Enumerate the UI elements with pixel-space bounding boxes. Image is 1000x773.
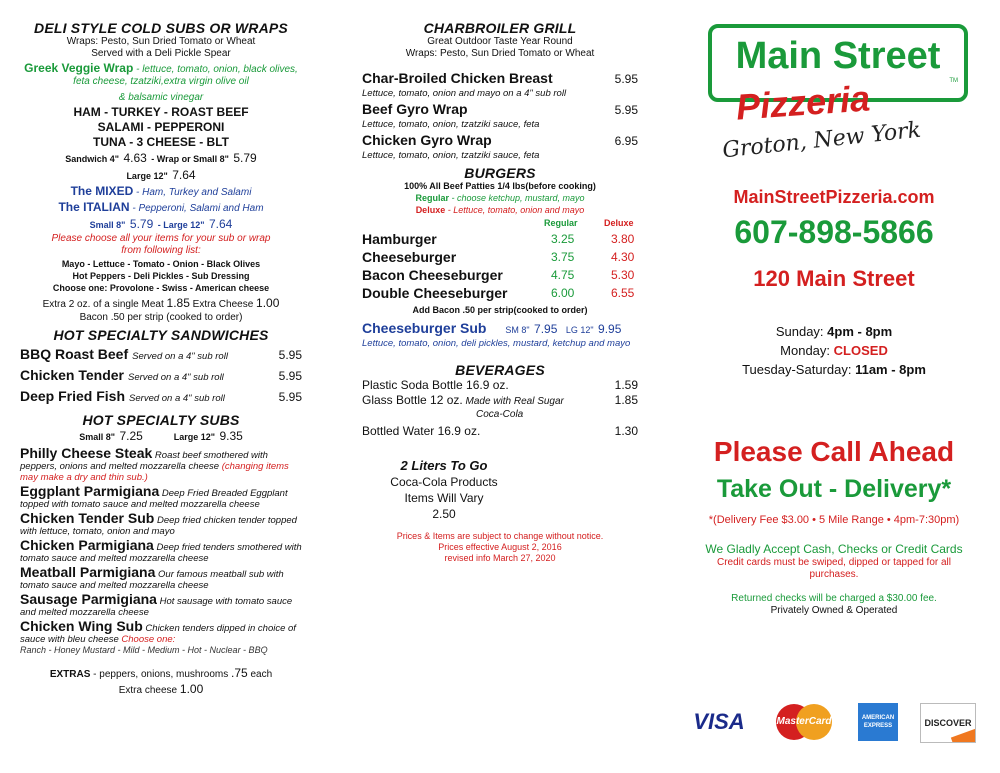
- deli-extras: [20, 296, 302, 312]
- hot-sub-desc: Deep fried tenders smothered with tomato sauce and melted mozzarella cheese: [20, 542, 302, 564]
- street-address: 120 Main Street: [753, 266, 915, 291]
- price-wrap: 5.79: [233, 151, 257, 165]
- deli-title: DELI STYLE COLD SUBS OR WRAPS: [34, 20, 288, 36]
- extras-price: .75: [231, 666, 248, 680]
- notice-line-1: Prices & Items are subject to change without notice.: [396, 531, 604, 541]
- hot-sub-item: [20, 618, 302, 645]
- burger-name: Cheeseburger: [362, 249, 457, 265]
- italian-large-price: 7.64: [208, 217, 233, 231]
- hot-subs-sizes: [20, 428, 302, 445]
- burger-deluxe-price: 4.30: [611, 250, 635, 264]
- hot-sub-name: Philly Cheese Steak: [20, 445, 153, 461]
- phone-number[interactable]: 607-898-5866: [734, 214, 934, 250]
- hot-sandwich-price: 5.95: [278, 390, 302, 404]
- extra-cheese-label: Extra Cheese: [192, 299, 254, 310]
- extra-cheese-price: 1.00: [256, 296, 280, 310]
- hot-sandwich-name: BBQ Roast Beef: [20, 346, 129, 362]
- hot-sub-note: (changing items may make a dry and thin sub.): [20, 461, 289, 483]
- deluxe-label: Deluxe: [415, 205, 446, 215]
- grill-item: [362, 70, 638, 99]
- hot-sandwich-row: [20, 387, 302, 408]
- cc-note: Credit cards must be swiped, dipped or tapped for all purchases.: [716, 557, 951, 580]
- mastercard-icon: [772, 703, 836, 741]
- hot-sub-name: Meatball Parmigiana: [20, 564, 156, 580]
- regular-desc: - choose ketchup, mustard, mayo: [448, 193, 585, 203]
- cheeseburger-sub: [362, 320, 638, 338]
- grill-desc: Lettuce, tomato, onion, tzatziki sauce, feta: [362, 150, 540, 161]
- grill-item: [362, 101, 638, 130]
- col-regular: Regular: [544, 218, 578, 228]
- burger-row: [362, 284, 638, 302]
- deli-size-large: [20, 167, 302, 184]
- sunday-label: Sunday:: [775, 324, 824, 339]
- hot-sub-desc: Hot sausage with tomato sauce and melted mozzarella cheese: [20, 596, 293, 618]
- two-liters-title: 2 Liters To Go: [400, 458, 488, 473]
- hot-sandwich-desc: Served on a 4" sub roll: [128, 372, 224, 383]
- burger-row: [362, 248, 638, 266]
- delivery-note: *(Delivery Fee $3.00 • 5 Mile Range • 4pm-7:30pm): [708, 514, 960, 526]
- hot-sub-name: Sausage Parmigiana: [20, 591, 157, 607]
- website-link[interactable]: MainStreetPizzeria.com: [733, 187, 935, 207]
- size-wrap: - Wrap or Small 8": [151, 154, 229, 164]
- italian-name: The ITALIAN: [58, 200, 130, 214]
- hot-sandwich-price: 5.95: [278, 348, 302, 362]
- hours-tue-sat: [688, 360, 980, 379]
- payment-cards: [688, 703, 976, 743]
- beverage-row: [362, 393, 638, 409]
- monday-label: Monday:: [780, 343, 831, 358]
- hot-sub-desc: Roast beef smothered with peppers, onions and melted mozzarella cheese: [20, 450, 268, 472]
- choose-line-2: from following list:: [121, 245, 201, 256]
- beverage-name: Plastic Soda Bottle 16.9 oz.: [362, 378, 509, 392]
- grill-price: 5.95: [614, 72, 638, 86]
- grill-row: [362, 132, 638, 150]
- choose-line-1: Please choose all your items for your sub or wrap: [51, 233, 271, 244]
- hot-sandwich-item: [20, 366, 224, 387]
- hot-sub-item: [20, 591, 302, 618]
- cheeseburger-sub-name: Cheeseburger Sub: [362, 320, 487, 336]
- grill-row: [362, 101, 638, 119]
- beverage-price: 1.59: [614, 378, 638, 392]
- burger-row: [362, 230, 638, 248]
- regular-label: Regular: [415, 193, 449, 203]
- extras-text: - peppers, onions, mushrooms: [90, 669, 232, 680]
- burger-bacon: Add Bacon .50 per strip(cooked to order): [412, 305, 588, 315]
- hot-subs-small-price: 7.25: [119, 429, 143, 443]
- hot-sub-name: Chicken Tender Sub: [20, 510, 155, 526]
- mastercard-label: MasterCard: [776, 716, 832, 727]
- burger-col-headers: [362, 216, 638, 230]
- burger-row: [362, 266, 638, 284]
- hot-subs-section: [20, 412, 302, 698]
- hot-sub-item: [20, 510, 302, 537]
- hot-sandwiches-title: HOT SPECIALTY SANDWICHES: [53, 327, 269, 343]
- hot-sub-note: Choose one:: [121, 634, 176, 645]
- hours-block: [688, 322, 980, 379]
- hot-sandwich-list: [20, 345, 302, 408]
- greek-name: Greek Veggie Wrap: [24, 61, 134, 75]
- burgers-section: [362, 165, 638, 349]
- beverages-title: BEVERAGES: [455, 362, 545, 378]
- topping-list-3: Choose one: Provolone - Swiss - American cheese: [52, 283, 270, 293]
- call-ahead: Please Call Ahead: [713, 436, 955, 467]
- amex-label-2: EXPRESS: [863, 723, 893, 729]
- hot-extra-cheese-label: Extra cheese: [118, 685, 178, 696]
- hot-sub-item: [20, 445, 302, 483]
- takeout-delivery: Take Out - Delivery*: [716, 475, 952, 503]
- payment-accept: We Gladly Accept Cash, Checks or Credit Cards: [705, 542, 963, 556]
- hot-sandwich-row: [20, 345, 302, 366]
- amex-icon: [858, 703, 898, 741]
- grill-price: 5.95: [614, 103, 638, 117]
- hot-sub-item: [20, 483, 302, 510]
- logo-main-street: Main Street: [735, 35, 941, 77]
- deli-wraps: Wraps: Pesto, Sun Dried Tomato or Wheat: [66, 36, 256, 47]
- hot-extra-cheese-price: 1.00: [179, 682, 204, 696]
- beverage-cocacola: Coca-Cola: [476, 409, 524, 420]
- hot-sub-item: [20, 537, 302, 564]
- hot-sandwich-row: [20, 366, 302, 387]
- italian-item: [20, 200, 302, 216]
- burger-regular-price: 3.75: [551, 250, 575, 264]
- hot-sandwich-item: [20, 345, 228, 366]
- italian-small: Small 8": [89, 220, 126, 230]
- hot-sandwich-item: [20, 387, 225, 408]
- privately-owned: Privately Owned & Operated: [770, 605, 898, 616]
- size-large: Large 12": [126, 171, 168, 181]
- hot-subs-small: Small 8": [79, 432, 115, 442]
- hot-sandwiches-section: [20, 327, 302, 408]
- hot-sandwich-price: 5.95: [278, 369, 302, 383]
- beverage-name: Glass Bottle 12 oz.: [362, 393, 463, 407]
- topping-list-1: Mayo - Lettuce - Tomato - Onion - Black Olives: [61, 259, 261, 269]
- italian-desc: - Pepperoni, Salami and Ham: [129, 203, 264, 214]
- burgers-patties: 100% All Beef Patties 1/4 lbs(before cooking): [404, 181, 596, 191]
- hot-sub-desc: Chicken tenders dipped in choice of sauce with bleu cheese: [20, 623, 296, 645]
- grill-name: Beef Gyro Wrap: [362, 101, 468, 117]
- greek-desc2: & balsamic vinegar: [118, 92, 204, 103]
- hot-subs-large: Large 12": [173, 432, 215, 442]
- greek-desc: - lettuce, tomato, onion, black olives, feta cheese, tzatziki,extra virgin olive oil: [73, 64, 298, 87]
- burger-regular-price: 3.25: [551, 232, 575, 246]
- returned-checks: Returned checks will be charged a $30.00 fee.: [731, 593, 937, 604]
- sub-sm-label: SM 8": [505, 325, 530, 335]
- discover-icon: [920, 703, 976, 743]
- greek-veggie-wrap: [20, 62, 302, 88]
- burger-list: [362, 230, 638, 302]
- hot-sub-name: Eggplant Parmigiana: [20, 483, 160, 499]
- logo-town: Groton, New York: [721, 117, 923, 164]
- col-deluxe: Deluxe: [604, 218, 634, 228]
- italian-sizes: [20, 216, 302, 233]
- mixed-item: [20, 184, 302, 200]
- beverage-name: Bottled Water 16.9 oz.: [362, 424, 481, 438]
- deluxe-desc: - Lettuce, tomato, onion and mayo: [445, 205, 585, 215]
- wing-sauces: Ranch - Honey Mustard - Mild - Medium - Hot - Nuclear - BBQ: [20, 645, 268, 655]
- discover-label: DISCOVER: [924, 718, 972, 728]
- cheeseburger-sub-desc: Lettuce, tomato, onion, deli pickles, mustard, ketchup and mayo: [362, 338, 631, 349]
- ordering-block: [688, 435, 980, 617]
- grill-desc: Lettuce, tomato, onion and mayo on a 4" sub roll: [362, 88, 567, 99]
- beverage-price: 1.30: [614, 424, 638, 438]
- grill-item: [362, 132, 638, 161]
- sunday-hours: 4pm - 8pm: [827, 324, 893, 339]
- grill-sub-2: Wraps: Pesto, Sun Dried Tomato or Wheat: [405, 48, 595, 59]
- mixed-name: The MIXED: [70, 184, 134, 198]
- beverage-row: [362, 378, 638, 393]
- burger-deluxe-price: 6.55: [611, 286, 635, 300]
- extra-meat-price: 1.85: [166, 296, 190, 310]
- mixed-desc: - Ham, Turkey and Salami: [133, 187, 252, 198]
- beverage-row: [362, 423, 638, 439]
- beverage-price: 1.85: [614, 393, 638, 407]
- burger-name: Bacon Cheeseburger: [362, 267, 503, 283]
- hot-sub-list: [20, 445, 302, 645]
- price-sandwich: 4.63: [123, 151, 147, 165]
- grill-name: Char-Broiled Chicken Breast: [362, 70, 553, 86]
- grill-price: 6.95: [614, 134, 638, 148]
- logo-pizzeria: Pizzeria: [734, 77, 872, 128]
- tue-sat-hours: 11am - 8pm: [855, 362, 926, 377]
- size-sandwich: Sandwich 4": [65, 154, 120, 164]
- notice-line-2: Prices effective August 2, 2016: [438, 542, 562, 552]
- hot-sub-item: [20, 564, 302, 591]
- grill-sub-1: Great Outdoor Taste Year Round: [427, 36, 573, 47]
- hot-subs-extra-cheese: [20, 682, 302, 698]
- hot-sub-name: Chicken Parmigiana: [20, 537, 154, 553]
- hot-sub-name: Chicken Wing Sub: [20, 618, 143, 634]
- two-liters-line1: Coca-Cola Products: [390, 475, 498, 489]
- deli-meats-3: TUNA - 3 CHEESE - BLT: [92, 135, 229, 149]
- hot-sandwich-desc: Served on a 4" sub roll: [132, 351, 228, 362]
- hot-sub-desc: Our famous meatball sub with tomato sauce and melted mozzarella cheese: [20, 569, 284, 591]
- price-notice: [362, 531, 638, 564]
- burgers-deluxe-note: [362, 205, 638, 216]
- hot-sub-desc: Deep Fried Breaded Eggplant topped with tomato sauce and melted mozzarella cheese: [20, 488, 288, 510]
- two-liters-price: 2.50: [432, 507, 456, 521]
- contact-block: [688, 186, 980, 292]
- hot-sandwich-name: Chicken Tender: [20, 367, 124, 383]
- extras-each: each: [247, 669, 273, 680]
- visa-icon: [688, 703, 750, 741]
- amex-label-1: AMERICAN: [861, 715, 895, 721]
- hot-subs-large-price: 9.35: [219, 429, 243, 443]
- sub-sm-price: 7.95: [534, 322, 558, 336]
- extra-meat-label: Extra 2 oz. of a single Meat: [42, 299, 164, 310]
- notice-line-3: revised info March 27, 2020: [444, 553, 556, 563]
- hot-sandwich-desc: Served on a 4" sub roll: [129, 393, 225, 404]
- visa-label: VISA: [693, 709, 745, 734]
- monday-hours: CLOSED: [833, 343, 888, 358]
- deli-served: Served with a Deli Pickle Spear: [91, 48, 231, 59]
- hot-sub-desc: Deep fried chicken tender topped with lettuce, tomato, onion and mayo: [20, 515, 297, 537]
- hours-monday: [688, 341, 980, 360]
- sub-lg-label: LG 12": [565, 325, 594, 335]
- beverages-section: [362, 362, 638, 439]
- grill-name: Chicken Gyro Wrap: [362, 132, 492, 148]
- burgers-title: BURGERS: [464, 165, 536, 181]
- tue-sat-label: Tuesday-Saturday:: [742, 362, 852, 377]
- grill-desc: Lettuce, tomato, onion, tzatziki sauce, feta: [362, 119, 540, 130]
- grill-title: CHARBROILER GRILL: [423, 20, 577, 36]
- hot-subs-extras: [20, 666, 302, 682]
- deli-bacon: Bacon .50 per strip (cooked to order): [79, 312, 243, 323]
- italian-small-price: 5.79: [129, 217, 154, 231]
- discover-stripe: [951, 727, 976, 743]
- beverage-extra: Made with Real Sugar: [462, 396, 564, 407]
- grill-list: [362, 70, 638, 161]
- two-liters-line2: Items Will Vary: [404, 491, 484, 505]
- sub-lg-price: 9.95: [598, 322, 622, 336]
- topping-list-2: Hot Peppers - Deli Pickles - Sub Dressing: [72, 271, 250, 281]
- burger-regular-price: 6.00: [551, 286, 575, 300]
- burger-name: Double Cheeseburger: [362, 285, 508, 301]
- burger-regular-price: 4.75: [551, 268, 575, 282]
- logo-tm: TM: [949, 78, 958, 84]
- deli-meats-1: HAM - TURKEY - ROAST BEEF: [73, 105, 249, 119]
- grill-row: [362, 70, 638, 88]
- price-large: 7.64: [172, 168, 196, 182]
- hot-sandwich-name: Deep Fried Fish: [20, 388, 126, 404]
- burger-deluxe-price: 3.80: [611, 232, 635, 246]
- hot-subs-title: HOT SPECIALTY SUBS: [82, 412, 240, 428]
- deli-sizes: [20, 150, 302, 167]
- extras-label: EXTRAS: [49, 669, 91, 680]
- italian-large: - Large 12": [157, 220, 205, 230]
- burgers-regular-note: [362, 193, 638, 204]
- two-liters-section: [362, 458, 526, 522]
- burger-deluxe-price: 5.30: [611, 268, 635, 282]
- hours-sunday: [688, 322, 980, 341]
- deli-meats-2: SALAMI - PEPPERONI: [97, 120, 225, 134]
- burger-name: Hamburger: [362, 231, 437, 247]
